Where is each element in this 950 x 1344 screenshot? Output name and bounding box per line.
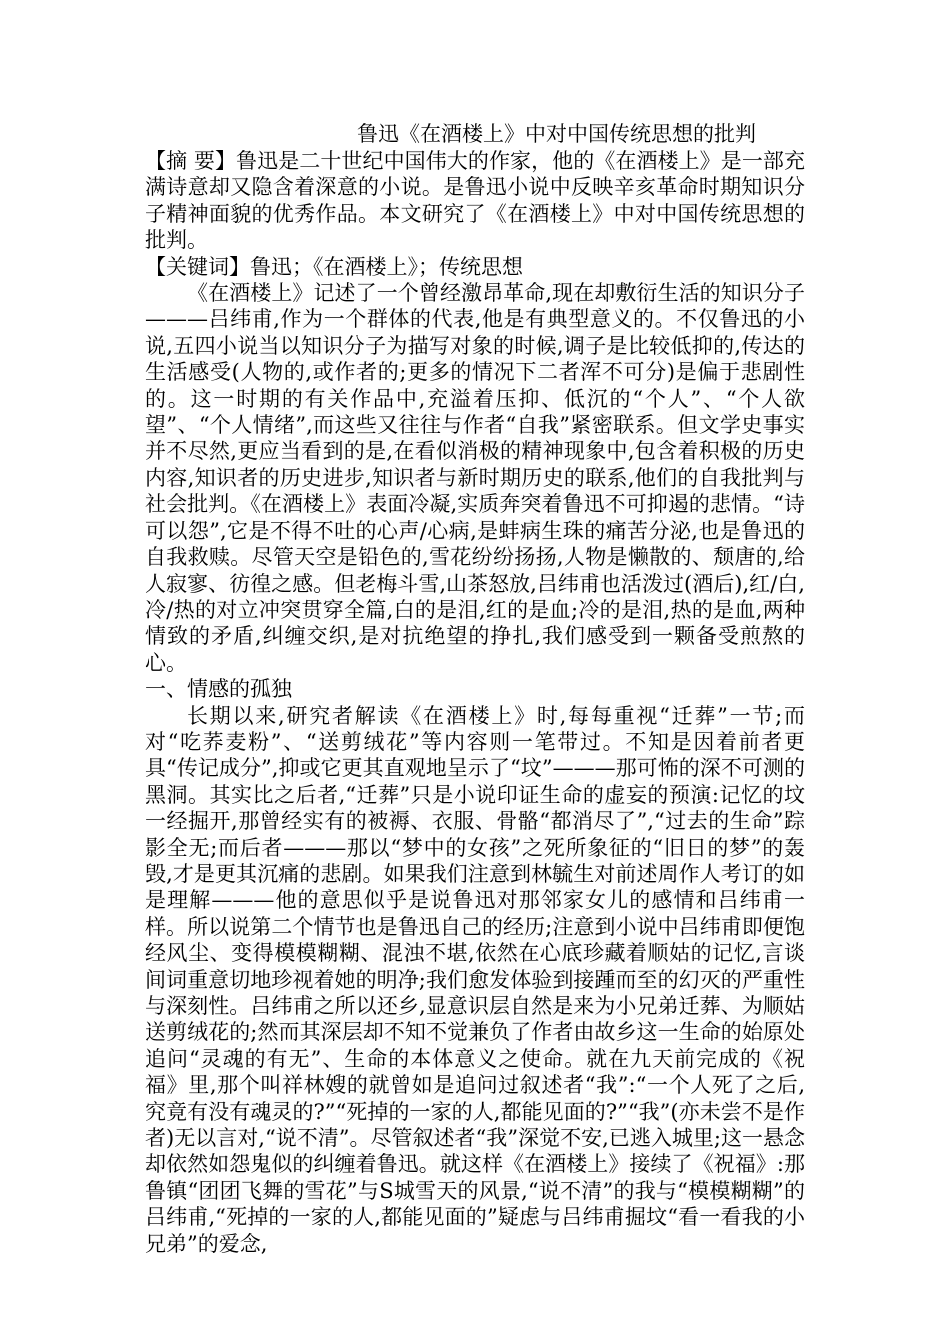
keywords-line: 【关键词】鲁迅；《在酒楼上》；传统思想 bbox=[145, 254, 523, 279]
abstract-paragraph: 【摘 要】鲁迅是二十世纪中国伟大的作家，他的《在酒楼上》是一部充满诗意却又隐含着深意的小说。是鲁迅小说中反映辛亥革命时期知识分子精神面貌的优秀作品。本文研究了《在酒楼上》中对中国传统思想的批判。 bbox=[145, 149, 805, 253]
body-paragraph-1: 《在酒楼上》记述了一个曾经激昂革命,现在却敷衍生活的知识分子———吕纬甫,作为一个群体的代表,他是有典型意义的。不仅鲁迅的小说,五四小说当以知识分子为描写对象的时候,调子是比较低抑的,传达的生活感受(人物的,或作者的;更多的情况下二者浑不可分)是偏于悲剧性的。这一时期的有关作品中,充溢着压抑、低沉的“个人”、“个人欲望”、“个人情绪”,而这些又往往与作者“自我”紧密联系。但文学史事实并不尽然,更应当看到的是,在看似消极的精神现象中,包含着积极的历史内容,知识者的历史进步,知识者与新时期历史的联系,他们的自我批判与社会批判。《在酒楼上》表面冷凝,实质奔突着鲁迅不可抑遏的悲情。“诗可以怨”,它是不得不吐的心声/心病,是蚌病生珠的痛苦分泌,也是鲁迅的自我救赎。尽管天空是铅色的,雪花纷纷扬扬,人物是懒散的、颓唐的,给人寂寥、彷徨之感。但老梅斗雪,山茶怒放,吕纬甫也活泼过(酒后),红/白,冷/热的对立冲突贯穿全篇,白的是泪,红的是血;冷的是泪,热的是血,两种情致的矛盾,纠缠交织,是对抗绝望的挣扎,我们感受到一颗备受煎熬的心。 bbox=[145, 281, 805, 675]
section-heading-1: 一、情感的孤独 bbox=[145, 677, 292, 702]
document-title: 鲁迅《在酒楼上》中对中国传统思想的批判 bbox=[357, 122, 756, 146]
document-page bbox=[145, 120, 805, 1257]
body-paragraph-2: 长期以来,研究者解读《在酒楼上》时,每每重视“迁葬”一节;而对“吃荞麦粉”、“送剪绒花”等内容则一笔带过。不知是因着前者更具“传记成分”,抑或它更其直观地呈示了“坟”———那可怖的深不可测的黑洞。其实比之后者,“迁葬”只是小说印证生命的虚妄的预演:记忆的坟一经掘开,那曾经实有的被褥、衣服、骨骼“都消尽了”,“过去的生命”踪影全无;而后者———那以“梦中的女孩”之死所象征的“旧日的梦”的轰毁,才是更其沉痛的悲剧。如果我们注意到林毓生对前述周作人考订的如是理解———他的意思似乎是说鲁迅对那邻家女儿的感情和吕纬甫一样。所以说第二个情节也是鲁迅自己的经历;注意到小说中吕纬甫即便饱经风尘、变得模模糊糊、混浊不堪,依然在心底珍藏着顺姑的记忆,言谈间词重意切地珍视着她的明净;我们愈发体验到接踵而至的幻灭的严重性与深刻性。吕纬甫之所以还乡,显意识层自然是来为小兄弟迁葬、为顺姑送剪绒花的;然而其深层却不知不觉兼负了作者由故乡这一生命的始原处追问“灵魂的有无”、生命的本体意义之使命。就在九天前完成的《祝福》里,那个叫祥林嫂的就曾如是追问过叙述者“我”:“一个人死了之后,究竟有没有魂灵的?”“死掉的一家的人,都能见面的?”“我”(亦未尝不是作者)无以言对,“说不清”。尽管叙述者“我”深觉不安,已逃入城里;这一悬念却依然如怨鬼似的纠缠着鲁迅。就这样《在酒楼上》接续了《祝福》:那鲁镇“团团飞舞的雪花”与S城雪天的风景,“说不清”的我与“模模糊糊”的吕纬甫,“死掉的一家的人,都能见面的”疑虑与吕纬甫掘坟“看一看我的小兄弟”的爱念, bbox=[145, 703, 805, 1256]
